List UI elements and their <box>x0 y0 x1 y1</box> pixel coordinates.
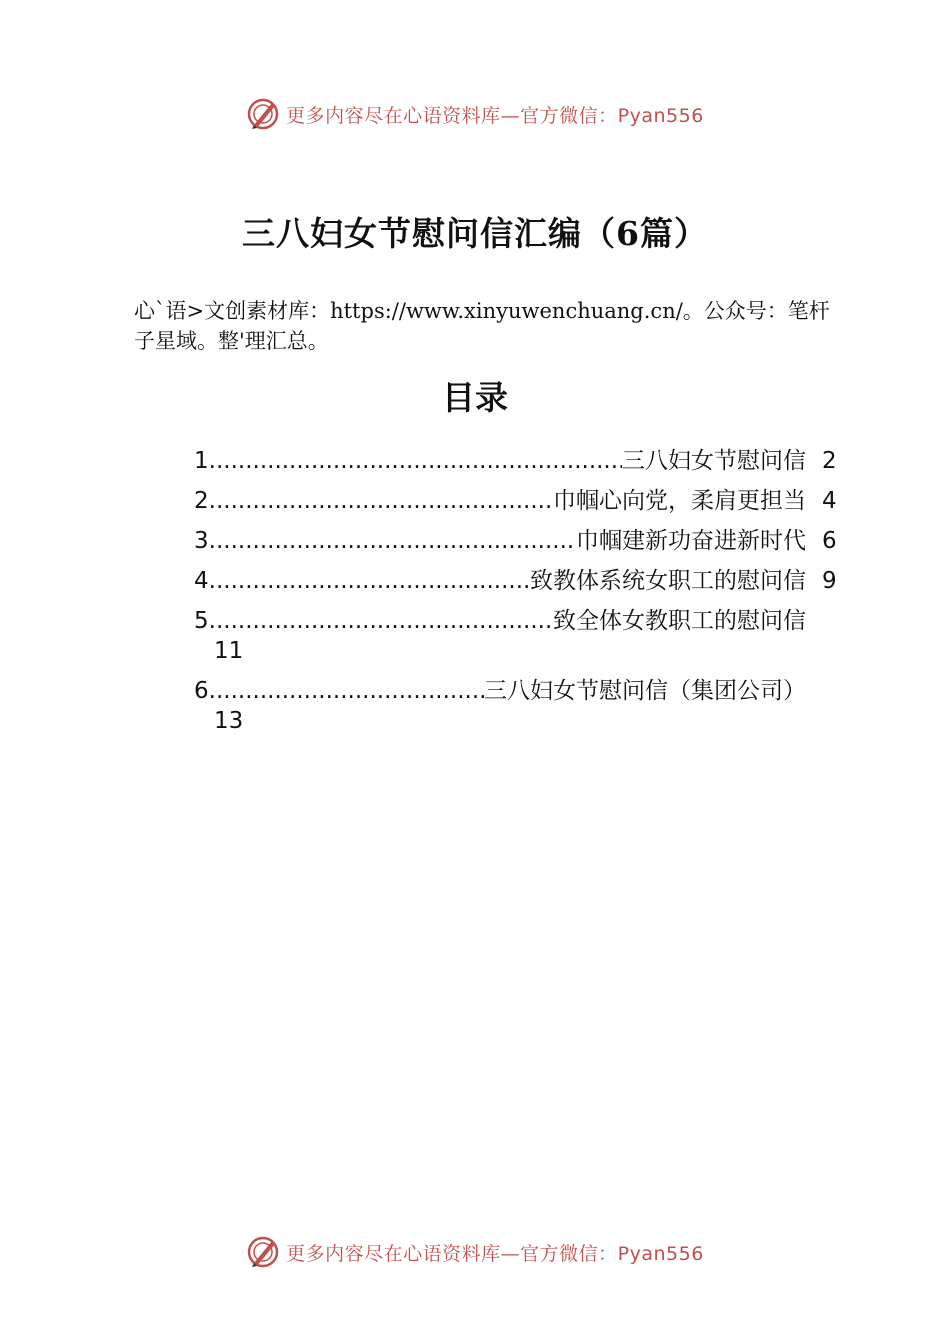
toc-item-label: 巾帼建新功奋进新时代 <box>576 528 806 554</box>
toc-item-page: 11 <box>214 638 244 664</box>
toc-item-number: 4 <box>194 568 209 594</box>
toc-item-number: 6 <box>194 678 209 704</box>
toc-item-label: 三八妇女节慰问信（集团公司） <box>484 678 806 704</box>
toc-item-label: 三八妇女节慰问信 <box>622 448 806 474</box>
toc-item[interactable] <box>194 486 844 516</box>
pen-logo-icon <box>246 1235 280 1269</box>
footer-banner <box>0 1232 950 1272</box>
toc-item[interactable] <box>194 526 844 556</box>
banner-promo: 更多内容尽在心语资料库—官方微信： <box>286 1242 618 1265</box>
banner-text <box>286 101 704 128</box>
toc-item-number: 2 <box>194 488 209 514</box>
toc-item-label: 巾帼心向党，柔肩更担当 <box>553 488 806 514</box>
toc-leader-dots <box>209 566 530 596</box>
banner-handle: Pyan556 <box>617 1242 704 1265</box>
header-banner <box>0 94 950 134</box>
toc-item[interactable] <box>194 446 844 476</box>
toc-heading: 目录 <box>442 378 508 417</box>
document-title: 三八妇女节慰问信汇编（6篇） <box>242 214 708 253</box>
toc-item-page: 2 <box>822 448 837 474</box>
table-of-contents <box>194 446 844 746</box>
toc-item-number: 5 <box>194 608 209 634</box>
toc-item-label: 致全体女教职工的慰问信 <box>553 608 806 634</box>
toc-item[interactable] <box>194 606 844 666</box>
toc-item-number: 1 <box>194 448 209 474</box>
toc-item-label: 致教体系统女职工的慰问信 <box>530 568 806 594</box>
toc-leader-dots <box>209 676 484 706</box>
toc-item-number: 3 <box>194 528 209 554</box>
toc-leader-dots <box>209 446 622 476</box>
toc-item[interactable] <box>194 676 844 736</box>
toc-leader-dots <box>209 486 553 516</box>
source-note: 心`语>文创素材库：https://www.xinyuwenchuang.cn/。公众号：笔杆子星域。整'理汇总。 <box>134 299 830 353</box>
toc-item-page: 9 <box>822 568 837 594</box>
toc-item-page: 6 <box>822 528 837 554</box>
toc-leader-dots <box>209 526 576 556</box>
banner-text <box>286 1239 704 1266</box>
toc-item[interactable] <box>194 566 844 596</box>
toc-leader-dots <box>209 606 553 636</box>
banner-handle: Pyan556 <box>617 104 704 127</box>
banner-promo: 更多内容尽在心语资料库—官方微信： <box>286 104 618 127</box>
pen-logo-icon <box>246 97 280 131</box>
toc-item-page: 4 <box>822 488 837 514</box>
toc-item-page: 13 <box>214 708 244 734</box>
